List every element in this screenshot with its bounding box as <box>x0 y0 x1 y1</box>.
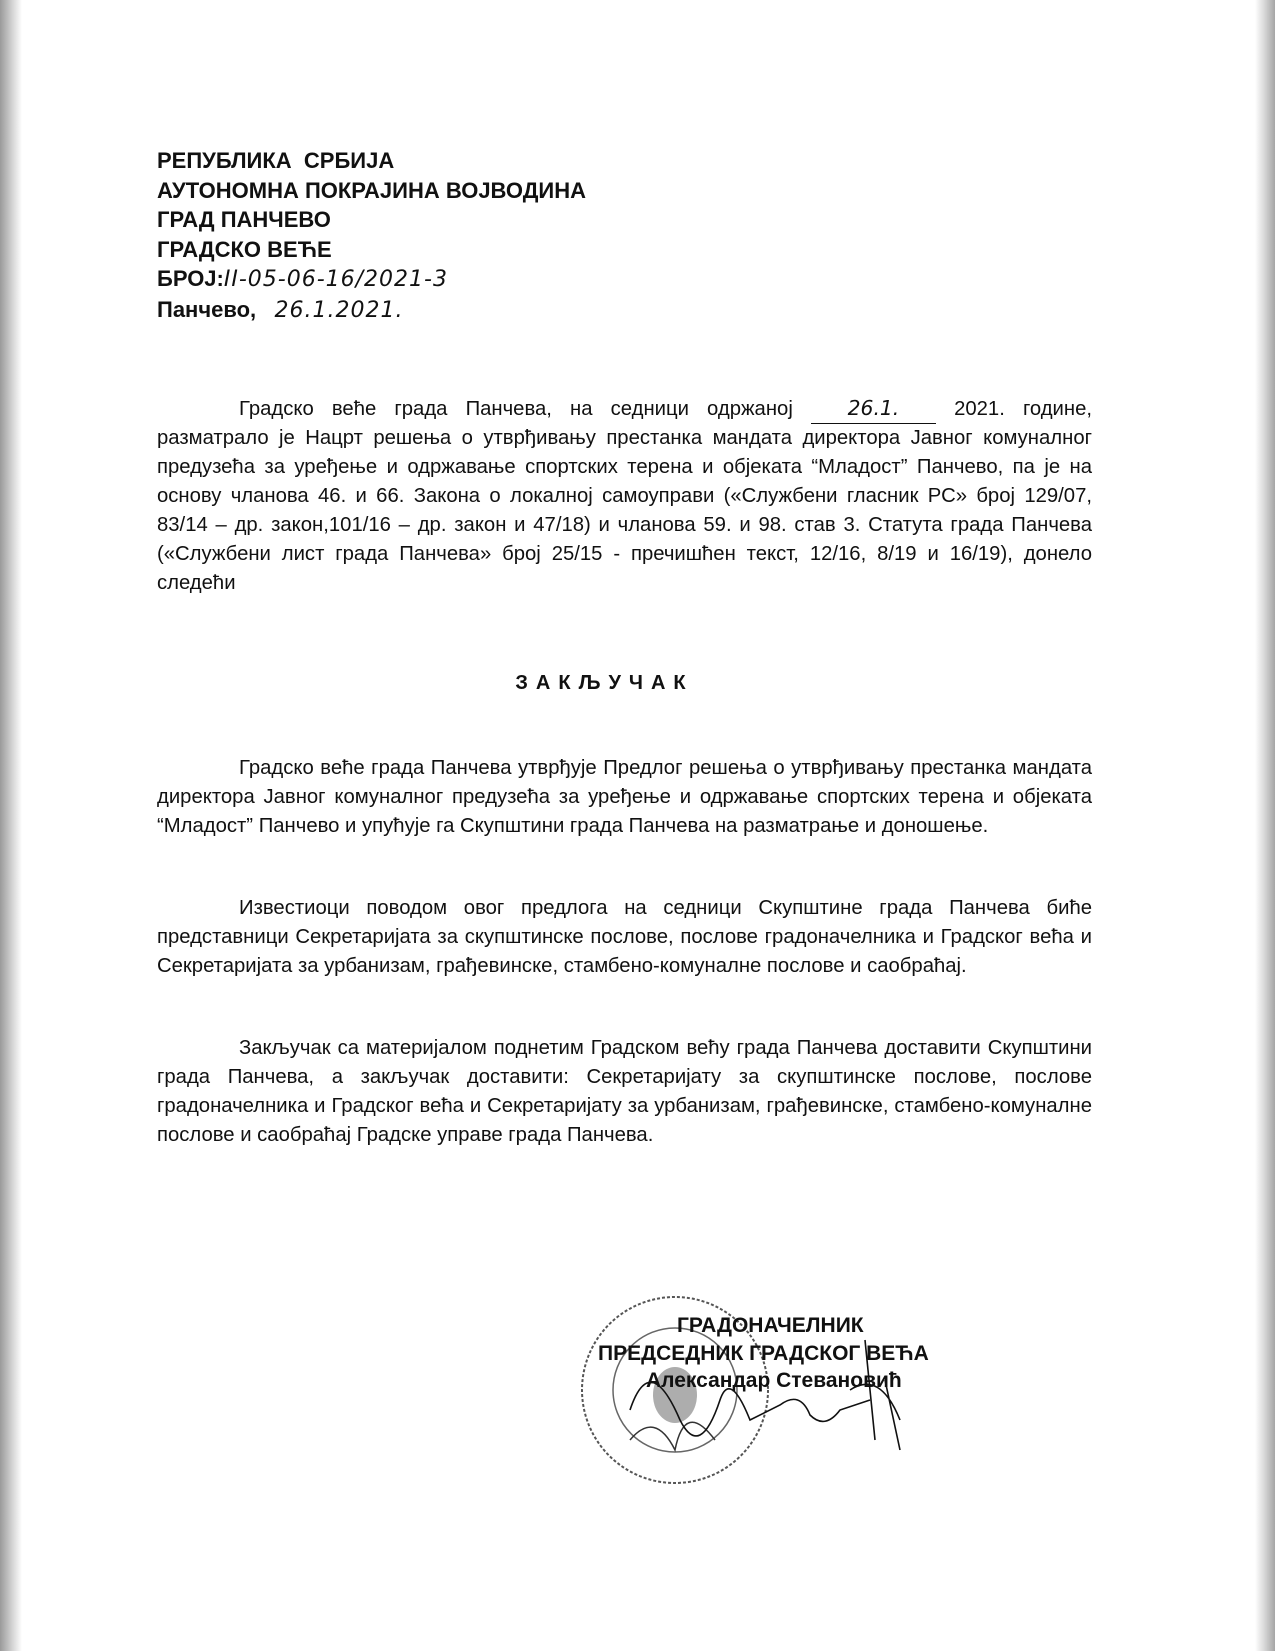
paragraph-3: Закључак са материјалом поднетим Градском већу града Панчева доставити Скупштини града Панчева, а закључак доставити: Секретаријату за скупштинске послове, послове градоначелника и Градског већа и Секретаријату за урбанизам, грађевинске, стамбено-комуналне послове и саобраћај Градске управе града Панчева. <box>157 1037 1092 1146</box>
header-council: ГРАДСКО ВЕЋЕ <box>157 236 332 262</box>
intro-text-rest: 2021. године, разматрало је Нацрт решења о утврђивању престанка мандата директора Јавног комуналног предузећа за уређење и одржавање спортских терена и објеката “Младост” Панчево, па је на основу чланова 46. и 66. Закона о локалној самоуправи («Службени гласник РС» број 129/07, 83/14 – др. закон,101/16 – др. закон и 47/18) и чланова 59. и 98. став 3. Статута града Панчева («Службени лист града Панчева» број 25/15 - пречишћен текст, 12/16, 8/19 и 16/19), донело следећи <box>157 398 1093 594</box>
handwritten-signature <box>610 1330 910 1460</box>
header-republic: РЕПУБЛИКА СРБИЈА <box>157 148 395 173</box>
number-label: БРОЈ: <box>157 266 224 291</box>
signature-title-mayor: ГРАДОНАЧЕЛНИК <box>677 1314 864 1337</box>
scan-edge-right <box>1255 0 1275 1651</box>
intro-paragraph <box>157 394 1092 598</box>
document-header <box>157 146 586 325</box>
intro-text-start: Градско веће града Панчева, на седници одржаној <box>239 398 811 420</box>
place-label: Панчево, <box>157 296 257 322</box>
paragraph-1: Градско веће града Панчева утврђује Предлог решења о утврђивању престанка мандата директора Јавног комуналног предузећа за уређење и одржавање спортских терена и објеката “Младост” Панчево и упућује га Скупштини града Панчева на разматрање и доношење. <box>157 757 1092 837</box>
signature-title-president: ПРЕДСЕДНИК ГРАДСКОГ ВЕЋА <box>598 1342 929 1365</box>
signatory-name: Александар Стевановић <box>646 1369 902 1392</box>
scan-edge-left <box>0 0 22 1651</box>
header-city: ГРАД ПАНЧЕВО <box>157 207 331 232</box>
number-value: II-05-06-16/2021-3 <box>223 267 448 292</box>
header-place-date <box>157 295 586 326</box>
header-number <box>157 264 586 295</box>
header-province: АУТОНОМНА ПОКРАЈИНА ВОЈВОДИНА <box>157 177 586 203</box>
paragraph-2: Известиоци поводом овог предлога на седници Скупштине града Панчева биће представници Секретаријата за скупштинске послове, послове градоначелника и Градског већа и Секретаријата за урбанизам, грађевинске, стамбено-комуналне послове и саобраћај. <box>157 897 1092 977</box>
document-title <box>0 672 1275 695</box>
title-text: ЗАКЉУЧАК <box>515 672 694 694</box>
session-date-handwritten: 26.1. <box>811 394 936 424</box>
date-value: 26.1.2021. <box>274 297 404 323</box>
